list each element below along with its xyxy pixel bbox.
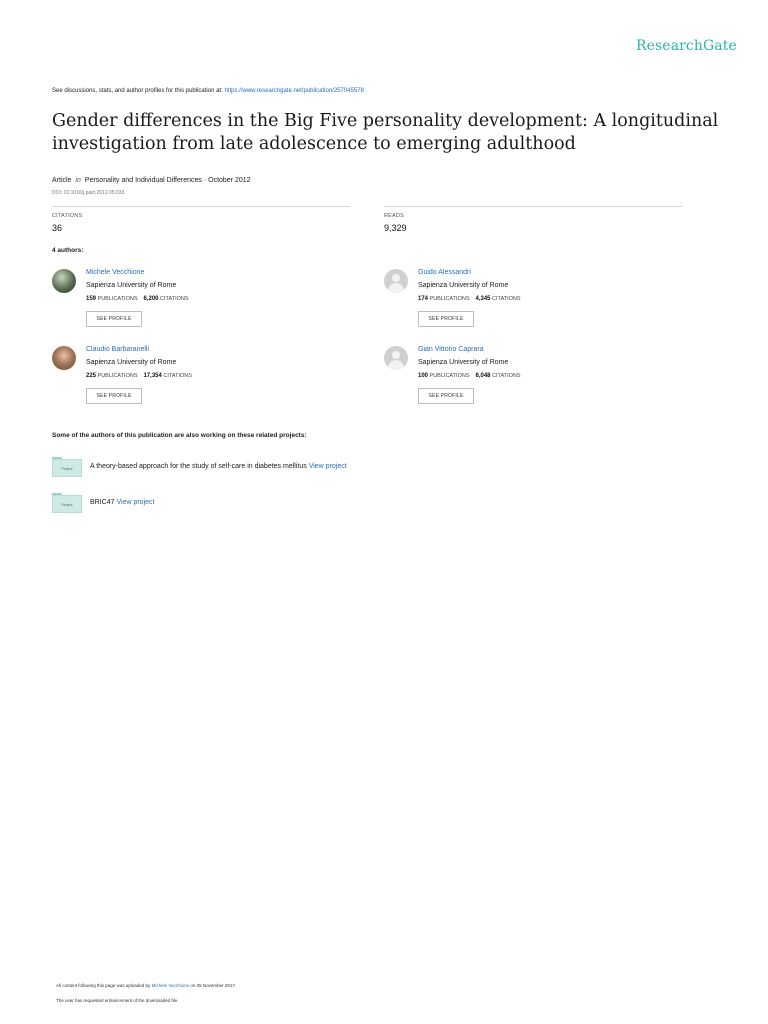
publication-url-link[interactable]: https://www.researchgate.net/publication/257045578 xyxy=(224,88,364,94)
avatar-placeholder-icon[interactable] xyxy=(384,269,408,293)
author-name-link[interactable]: Gian Vittorio Caprara xyxy=(418,346,484,353)
authors-heading: 4 authors: xyxy=(52,247,84,254)
project-title: BRIC47 xyxy=(90,499,115,506)
publications-label: PUBLICATIONS xyxy=(97,373,138,379)
publications-count: 100 xyxy=(418,373,429,379)
author-institution: Sapienza University of Rome xyxy=(418,359,509,366)
citations-count: 17,354 xyxy=(143,373,162,379)
enhancement-note: The user has requested enhancement of the downloaded file. xyxy=(56,998,179,1003)
project-item xyxy=(52,457,452,481)
discussion-line xyxy=(52,88,364,94)
project-text xyxy=(90,499,154,506)
author-card xyxy=(52,346,352,416)
citations-count: 4,345 xyxy=(475,296,491,302)
divider-reads xyxy=(384,206,683,207)
see-profile-button[interactable]: SEE PROFILE xyxy=(418,388,474,404)
see-profile-button[interactable]: SEE PROFILE xyxy=(86,388,142,404)
avatar[interactable] xyxy=(52,269,76,293)
citations-label: CITATIONS xyxy=(492,296,521,302)
publications-label: PUBLICATIONS xyxy=(429,296,470,302)
avatar-placeholder-icon[interactable] xyxy=(384,346,408,370)
citations-label: CITATIONS xyxy=(160,296,189,302)
citations-label: CITATIONS xyxy=(52,213,83,219)
researchgate-logo[interactable]: ResearchGate xyxy=(636,38,737,54)
view-project-link[interactable]: View project xyxy=(116,499,155,506)
see-profile-button[interactable]: SEE PROFILE xyxy=(86,311,142,327)
publications-count: 225 xyxy=(86,373,97,379)
reads-value: 9,329 xyxy=(384,223,407,233)
project-item xyxy=(52,493,452,517)
publication-date: · October 2012 xyxy=(203,177,251,184)
author-name-link[interactable]: Guido Alessandri xyxy=(418,269,471,276)
publications-label: PUBLICATIONS xyxy=(429,373,470,379)
title-line-2: investigation from late adolescence to emerging adulthood xyxy=(52,134,576,154)
journal-name: Personality and Individual Differences xyxy=(84,177,202,184)
title-line-1: Gender differences in the Big Five personality development: A longitudinal xyxy=(52,111,719,131)
article-in: in xyxy=(75,177,81,184)
author-name-link[interactable]: Michele Vecchione xyxy=(86,269,145,276)
author-stats xyxy=(418,296,521,302)
article-info xyxy=(52,177,251,184)
upload-info xyxy=(56,983,236,988)
citations-label: CITATIONS xyxy=(492,373,521,379)
project-icon-label: Project xyxy=(52,495,82,513)
author-institution: Sapienza University of Rome xyxy=(86,282,177,289)
upload-prefix: All content following this page was uploaded by xyxy=(56,983,151,988)
citations-value: 36 xyxy=(52,223,63,233)
publications-count: 174 xyxy=(418,296,429,302)
citations-count: 6,200 xyxy=(143,296,159,302)
author-institution: Sapienza University of Rome xyxy=(86,359,177,366)
related-projects-heading: Some of the authors of this publication are also working on these related projects: xyxy=(52,432,307,439)
avatar[interactable] xyxy=(52,346,76,370)
project-text xyxy=(90,463,347,470)
project-folder-icon xyxy=(52,493,82,513)
author-card xyxy=(384,269,684,339)
author-card xyxy=(384,346,684,416)
view-project-link[interactable]: View project xyxy=(308,463,347,470)
citations-label: CITATIONS xyxy=(163,373,192,379)
upload-date: on 05 November 2017. xyxy=(190,983,237,988)
citations-count: 6,048 xyxy=(475,373,491,379)
article-type: Article xyxy=(52,177,72,184)
project-folder-icon xyxy=(52,457,82,477)
author-stats xyxy=(86,373,192,379)
author-stats xyxy=(86,296,189,302)
doi: DOI: 10.1016/j.paid.2012.05.033 xyxy=(52,190,125,196)
author-institution: Sapienza University of Rome xyxy=(418,282,509,289)
see-profile-button[interactable]: SEE PROFILE xyxy=(418,311,474,327)
author-stats xyxy=(418,373,521,379)
uploader-link[interactable]: Michele Vecchione xyxy=(151,983,190,988)
publication-title xyxy=(52,110,732,156)
project-title: A theory-based approach for the study of self-care in diabetes mellitus xyxy=(90,463,307,470)
reads-label: READS xyxy=(384,213,404,219)
divider-citations xyxy=(52,206,350,207)
author-name-link[interactable]: Claudio Barbaranelli xyxy=(86,346,150,353)
project-icon-label: Project xyxy=(52,459,82,477)
discussion-prefix: See discussions, stats, and author profiles for this publication at: xyxy=(52,88,223,94)
author-card xyxy=(52,269,352,339)
publications-label: PUBLICATIONS xyxy=(97,296,138,302)
publications-count: 159 xyxy=(86,296,97,302)
